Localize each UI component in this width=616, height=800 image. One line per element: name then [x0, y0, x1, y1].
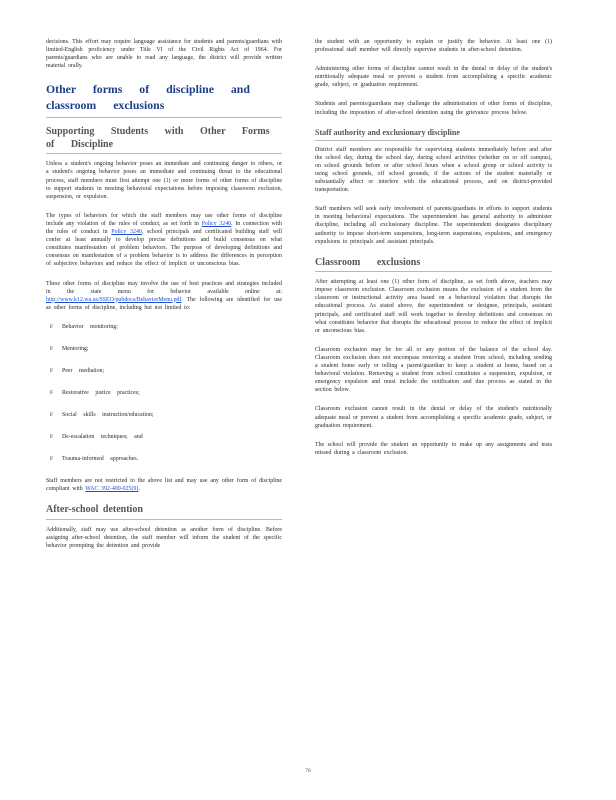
staff-authority-heading: Staff authority and exclusionary discipline — [315, 128, 552, 141]
paragraph-nutrition: Administering other forms of discipline cannot result in the denial or delay of the student's nutritionally adequate meal or prevent a student from accomplishing a specific academic grade, subject, or graduation requirement. — [315, 66, 552, 89]
paragraph-detention-cont: the student with an opportunity to explain or justify the behavior. At least one (1) professional staff member will directly supervise students in after-school detention. — [315, 39, 552, 54]
list-item: F Peer mediation; — [50, 367, 105, 374]
subsection-title-after-school: After-school detention — [46, 504, 282, 520]
paragraph-exclusion-duration: Classroom exclusion may be for all or any portion of the balance of the school day. Classroom exclusion does not encompass removing a student from school, including sending a student home early or telling a parent/guardian to keep a student at home, based on a behavioral violation. Removing a student from school constitutes a suspension, expulsion, or emergency expulsion and must include the notification and due process as stated in the section below. — [315, 346, 552, 394]
list-item: F Mentoring; — [50, 345, 89, 352]
list-item: F Social skills instruction/education; — [50, 411, 154, 418]
paragraph-behavior-types: The types of behaviors for which the staff members may use other forms of discipline include any violation of the rules of conduct, as set forth in Policy 3240. In connection with the rules of conduct in Policy 3240, school principals and certificated building staff will confer at least annually to develop precise definitions and build consensus on what constitutes manifestation of problem behaviors. The purpose of developing definitions and consensus on manifestation of a problem behavior is to address the differences in perception of subjective behaviors and reduce the effect of implicit or unconscious bias. — [46, 212, 282, 268]
page-number: 76 — [305, 768, 311, 774]
classroom-exclusions-heading: Classroom exclusions — [315, 257, 552, 273]
discipline-list — [46, 323, 282, 463]
left-column — [46, 38, 282, 561]
paragraph-not-restricted: Staff members are not restricted to the above list and may use any other form of discipline compliant with WAC 392-400-025(9). — [46, 477, 282, 492]
policy-3240-link[interactable]: Policy 3240 — [201, 220, 232, 227]
right-column — [315, 38, 552, 468]
paragraph-exclusion-meal: Classroom exclusion cannot result in the denial or delay of the student's nutritionally adequate meal or prevent a student from accomplishing a specific academic grade, subject, or graduation requirement. — [315, 406, 552, 429]
paragraph-other-forms: Unless a student's ongoing behavior poses an immediate and continuing danger to others, or a student's ongoing behavior poses an immediate and continuing threat to the educational process, staff members must first attempt one (1) or more forms of other forms of discipline to support students in meeting behavioral expectations before imposing classroom exclusion, suspension, or expulsion. — [46, 161, 282, 200]
list-item: F Trauma-informed approaches. — [50, 455, 139, 462]
list-item: F Restorative justice practices; — [50, 389, 140, 396]
list-item: F Behavior monitoring; — [50, 323, 118, 330]
list-item: F De-escalation techniques; and — [50, 433, 143, 440]
policy-3240-link-2[interactable]: Policy 3240 — [111, 229, 142, 236]
intro-paragraph: decisions. This effort may require language assistance for students and parents/guardians with limited-English proficiency under Title VI of the Civil Rights Act of 1964. For parents/guardians who are unable to read any language, the district will provide written material orally. — [46, 39, 282, 70]
paragraph-grievance: Students and parents/guardians may challenge the administration of other forms of discipline, including the imposition of after-school detention using the grievance process below. — [315, 101, 552, 116]
paragraph-best-practices: These other forms of discipline may involve the use of best practices and strategies included in the state menu for behavior available online at: http://www.k12.wa.us/SSEO/pubdocs/BehaviorMenu.pdf. The following are identified for use as other forms of discipline, including but not limited to: — [46, 280, 282, 311]
wac-link[interactable]: WAC 392-400-025(9) — [85, 485, 139, 492]
paragraph-detention: Additionally, staff may use after-school detention as another form of discipline. Before assigning after-school detention, the staff member will inform the student of the specific behavior prompting the detention and provide — [46, 526, 282, 549]
section-title: Other forms of discipline and classroom exclusions — [46, 82, 282, 118]
behavior-menu-link[interactable]: http://www.k12.wa.us/SSEO/pubdocs/BehaviorMenu.pdf — [46, 296, 182, 303]
paragraph-makeup: The school will provide the student an opportunity to make up any assignments and tests missed during a classroom exclusion. — [315, 441, 552, 456]
paragraph-classroom-exclusion: After attempting at least one (1) other form of discipline, as set forth above, teachers may impose classroom exclusion. Classroom exclusion means the exclusion of a student from the classroom or instructional activity area based on a behavioral violation that disrupts the educational process. As stated above, the superintendent or designee, principals, assistant principals, and certificated staff will work together to develop definitions and consensus on what constitutes behavior that disrupts the educational process to reduce the effect of implicit or unconscious bias. — [315, 279, 552, 334]
paragraph-superintendent: Staff members will seek early involvement of parents/guardians in efforts to support students in meeting behavioral expectations. The superintendent has general authority to administer discipline, including all exclusionary discipline. The superintendent designates disciplinary authority to impose short-term suspensions, long-term suspensions, expulsions, and emergency expulsions to principals and assistant principals. — [315, 206, 552, 245]
paragraph-supervision: District staff members are responsible for supervising students immediately before and after the school day, during the school day, during school activities (whether on or off campus), on school grounds before or after school hours when a school group or school activity is using school grounds, off school grounds, if the actions of the student materially or substantially affect or interfere with the educational process, and on district-provided transportation. — [315, 146, 552, 194]
subsection-title-supporting: Supporting Students with Other Forms of Discipline — [46, 126, 282, 154]
